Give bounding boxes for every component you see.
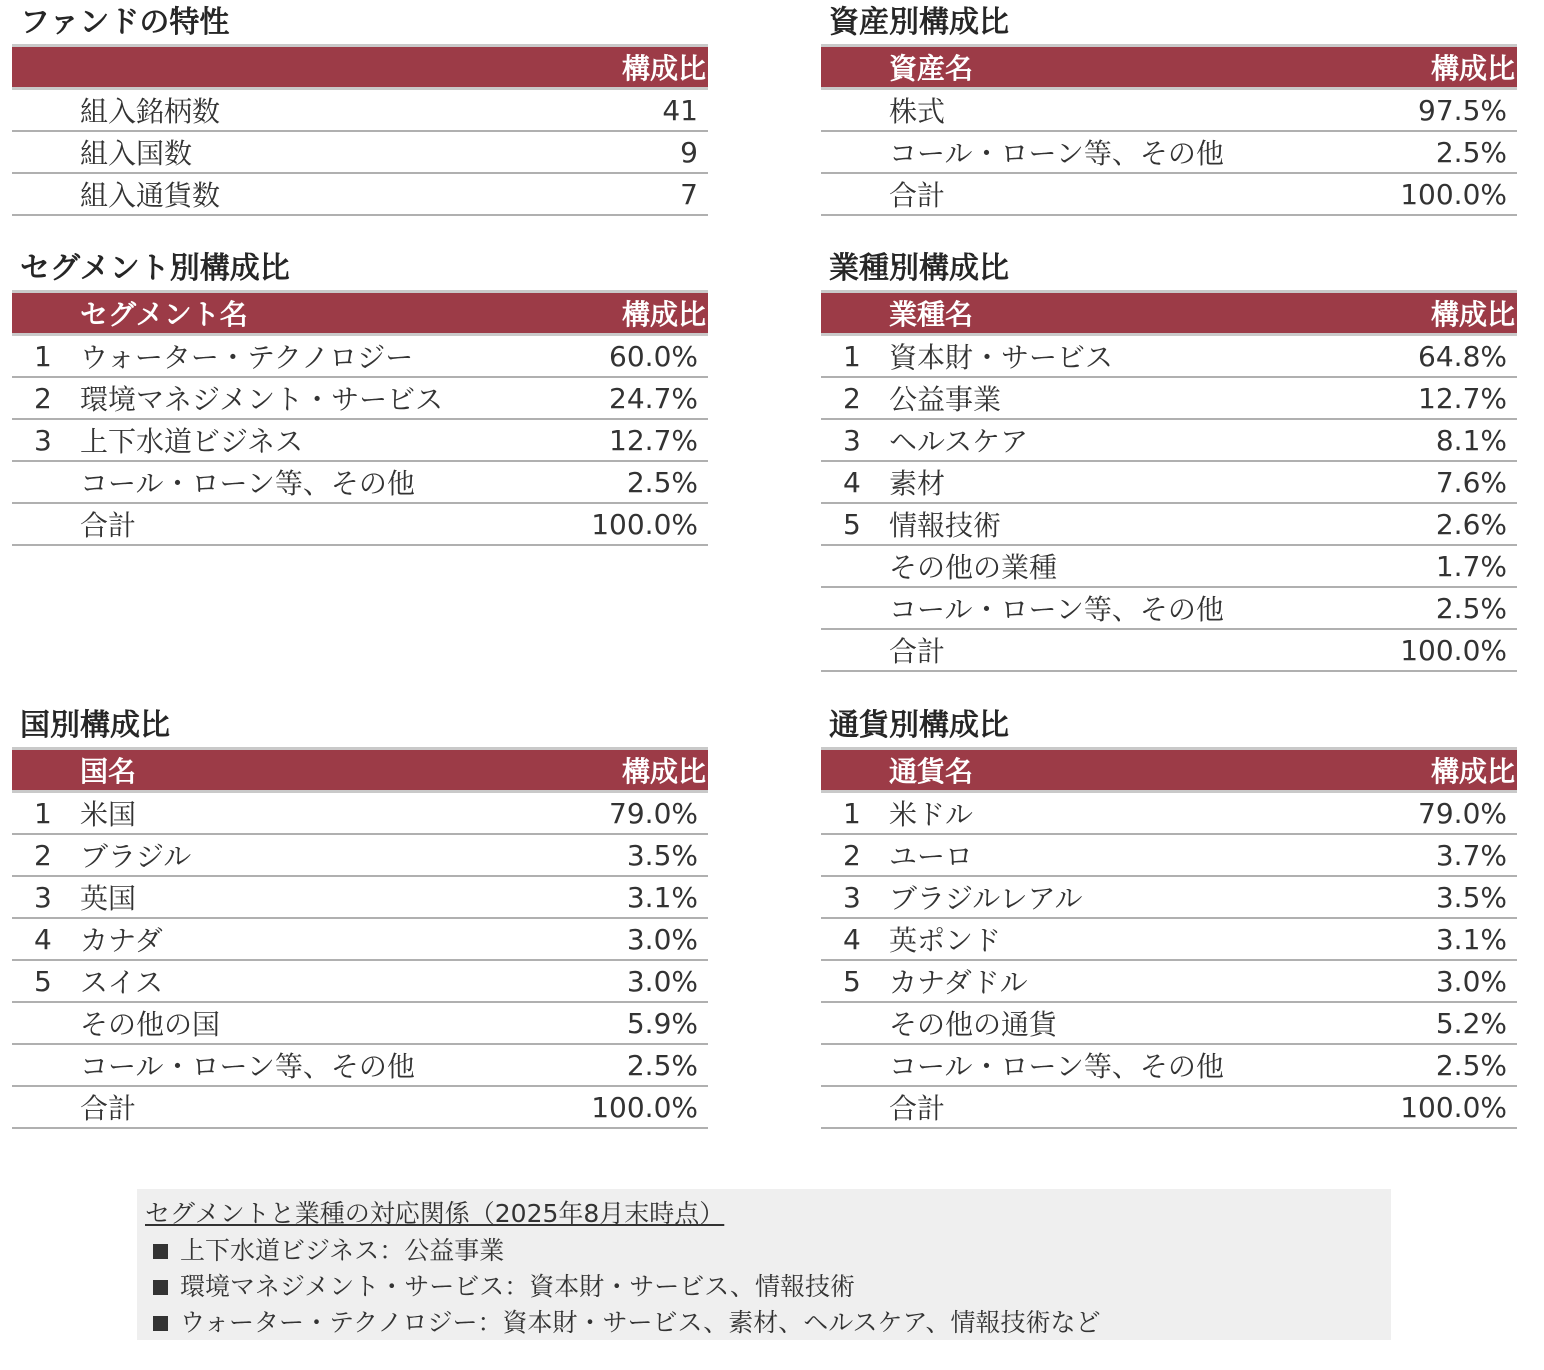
table-row [12,335,708,378]
row-name: 合計 [889,1092,946,1125]
fund-characteristics-section [12,2,708,216]
table-header [12,749,708,792]
row-rank: 5 [34,964,52,998]
note-line [145,1305,1391,1341]
row-name: 英国 [80,882,137,915]
row-rank: 4 [34,922,52,956]
section-title: 資産別構成比 [829,5,1009,40]
table-row [821,89,1517,132]
row-name: 合計 [80,1092,137,1125]
note-line [145,1269,1391,1305]
table-row [821,792,1517,835]
row-rank: 5 [843,507,861,541]
table-row [821,335,1517,378]
row-rank [12,1086,80,1128]
table-row [821,503,1517,545]
table-row [12,419,708,461]
row-value: 100.0% [1400,633,1507,667]
table-row [12,461,708,503]
row-value: 64.8% [1418,339,1507,373]
row-name: 組入国数 [80,137,193,170]
row-value: 3.1% [1435,922,1507,956]
square-bullet-icon [153,1316,168,1331]
table-row [821,629,1517,671]
table-row [821,377,1517,419]
row-name: コール・ローン等、その他 [80,1050,415,1083]
row-value: 2.5% [1435,591,1507,625]
currency-allocation-table [821,747,1517,1129]
row-name: 公益事業 [889,383,1002,416]
currency-allocation-section [821,705,1517,1129]
note-line-text: 上下水道ビジネス：公益事業 [180,1236,505,1265]
row-value: 79.0% [1418,796,1507,830]
row-value: 3.5% [626,838,698,872]
row-name: その他の業種 [889,551,1058,584]
header-name: 資産名 [889,52,974,85]
row-rank [821,545,889,587]
table-row [821,1044,1517,1086]
row-value: 2.5% [1435,1048,1507,1082]
row-value: 3.0% [626,964,698,998]
row-name: 環境マネジメント・サービス [80,383,444,416]
segment-industry-note [137,1189,1391,1340]
row-rank: 5 [843,964,861,998]
section-title: 通貨別構成比 [829,708,1009,743]
row-name: 組入通貨数 [80,179,221,212]
row-value: 12.7% [609,423,698,457]
table-row [821,834,1517,876]
row-rank: 1 [843,796,861,830]
row-rank [12,461,80,503]
row-value: 100.0% [591,1090,698,1124]
row-name: コール・ローン等、その他 [889,593,1224,626]
row-rank [821,587,889,629]
section-title: 業種別構成比 [829,251,1009,286]
note-title: セグメントと業種の対応関係（2025年8月末時点） [145,1199,725,1228]
row-name: 組入銘柄数 [80,95,221,128]
row-rank: 3 [843,880,861,914]
segment-allocation-table [12,290,708,546]
table-row [12,503,708,545]
row-value: 2.5% [1435,135,1507,169]
row-name: 株式 [889,95,946,128]
row-value: 100.0% [1400,1090,1507,1124]
row-name: コール・ローン等、その他 [80,467,415,500]
row-name: 合計 [80,509,137,542]
row-value: 8.1% [1435,423,1507,457]
header-value: 構成比 [1430,298,1515,331]
table-row [821,918,1517,960]
row-rank: 2 [843,838,861,872]
row-value: 7 [680,177,698,211]
row-name: ユーロ [889,840,974,873]
row-rank [821,629,889,671]
row-value: 7.6% [1435,465,1507,499]
table-row [12,173,708,215]
row-rank [12,503,80,545]
square-bullet-icon [153,1280,168,1295]
row-rank: 2 [843,381,861,415]
row-name: 上下水道ビジネス [80,425,304,458]
table-row [12,1044,708,1086]
row-value: 3.5% [1435,880,1507,914]
table-row [821,131,1517,173]
header-value: 構成比 [1430,52,1515,85]
row-value: 41 [662,93,698,127]
table-row [821,419,1517,461]
row-name: 英ポンド [889,924,1002,957]
row-rank: 1 [34,796,52,830]
row-rank: 3 [843,423,861,457]
asset-allocation-table [821,44,1517,216]
row-value: 2.6% [1435,507,1507,541]
row-rank: 4 [843,922,861,956]
row-name: ブラジルレアル [889,882,1083,915]
header-value: 構成比 [1430,755,1515,788]
row-value: 60.0% [609,339,698,373]
row-rank [821,1086,889,1128]
row-value: 1.7% [1435,549,1507,583]
header-value: 構成比 [621,52,706,85]
table-row [821,173,1517,215]
table-row [12,1086,708,1128]
row-value: 9 [680,135,698,169]
row-name: ブラジル [80,840,192,873]
row-rank [821,1044,889,1086]
row-value: 3.0% [1435,964,1507,998]
table-row [12,792,708,835]
row-value: 3.7% [1435,838,1507,872]
section-title: ファンドの特性 [20,5,230,40]
row-name: コール・ローン等、その他 [889,137,1224,170]
row-rank: 2 [34,838,52,872]
row-name: 米国 [80,798,137,831]
row-name: その他の国 [80,1008,221,1041]
table-row [12,834,708,876]
row-value: 3.1% [626,880,698,914]
row-name: カナダ [80,924,163,957]
section-title: セグメント別構成比 [20,251,290,286]
row-name: スイス [80,966,164,999]
fund-characteristics-table [12,44,708,216]
table-row [821,545,1517,587]
row-name: その他の通貨 [889,1008,1058,1041]
square-bullet-icon [153,1244,168,1259]
row-rank: 2 [34,381,52,415]
table-row [12,377,708,419]
section-title: 国別構成比 [20,708,170,743]
row-value: 2.5% [626,465,698,499]
industry-allocation-table [821,290,1517,672]
asset-allocation-section [821,2,1517,216]
row-rank [821,1002,889,1044]
header-value: 構成比 [621,755,706,788]
table-row [821,876,1517,918]
row-value: 79.0% [609,796,698,830]
row-name: ヘルスケア [889,425,1029,458]
row-value: 3.0% [626,922,698,956]
table-row [821,1002,1517,1044]
table-row [12,918,708,960]
header-name: 国名 [80,755,137,788]
row-value: 97.5% [1418,93,1507,127]
row-name: 情報技術 [889,509,1002,542]
row-rank: 1 [34,339,52,373]
segment-allocation-section [12,248,708,546]
row-name: 米ドル [889,798,974,831]
note-line-text: ウォーター・テクノロジー：資本財・サービス、素材、ヘルスケア、情報技術など [180,1308,1101,1337]
row-name: コール・ローン等、その他 [889,1050,1224,1083]
row-value: 5.9% [626,1006,698,1040]
row-value: 100.0% [1400,177,1507,211]
header-value: 構成比 [621,298,706,331]
header-name: セグメント名 [80,298,248,331]
row-value: 2.5% [626,1048,698,1082]
row-rank: 4 [843,465,861,499]
table-header [821,749,1517,792]
row-rank [12,1002,80,1044]
header-name: 通貨名 [889,755,974,788]
row-rank [12,1044,80,1086]
note-line-text: 環境マネジメント・サービス：資本財・サービス、情報技術 [180,1272,856,1301]
row-name: ウォーター・テクノロジー [80,341,414,374]
table-row [821,960,1517,1002]
table-row [12,960,708,1002]
note-line [145,1233,1391,1269]
row-rank: 1 [843,339,861,373]
row-name: 素材 [889,467,946,500]
country-allocation-table [12,747,708,1129]
table-row [12,876,708,918]
row-name: 合計 [889,635,946,668]
table-row [821,461,1517,503]
row-rank: 3 [34,423,52,457]
table-header [12,46,708,89]
table-header [12,292,708,335]
country-allocation-section [12,705,708,1129]
table-row [12,131,708,173]
table-row [12,89,708,132]
row-rank: 3 [34,880,52,914]
row-value: 100.0% [591,507,698,541]
row-value: 5.2% [1435,1006,1507,1040]
industry-allocation-section [821,248,1517,672]
table-row [821,1086,1517,1128]
row-name: 資本財・サービス [889,341,1114,374]
table-row [12,1002,708,1044]
table-header [821,292,1517,335]
row-name: 合計 [889,179,946,212]
row-value: 12.7% [1418,381,1507,415]
header-name: 業種名 [889,298,974,331]
row-value: 24.7% [609,381,698,415]
table-header [821,46,1517,89]
table-row [821,587,1517,629]
row-name: カナダドル [889,966,1028,999]
